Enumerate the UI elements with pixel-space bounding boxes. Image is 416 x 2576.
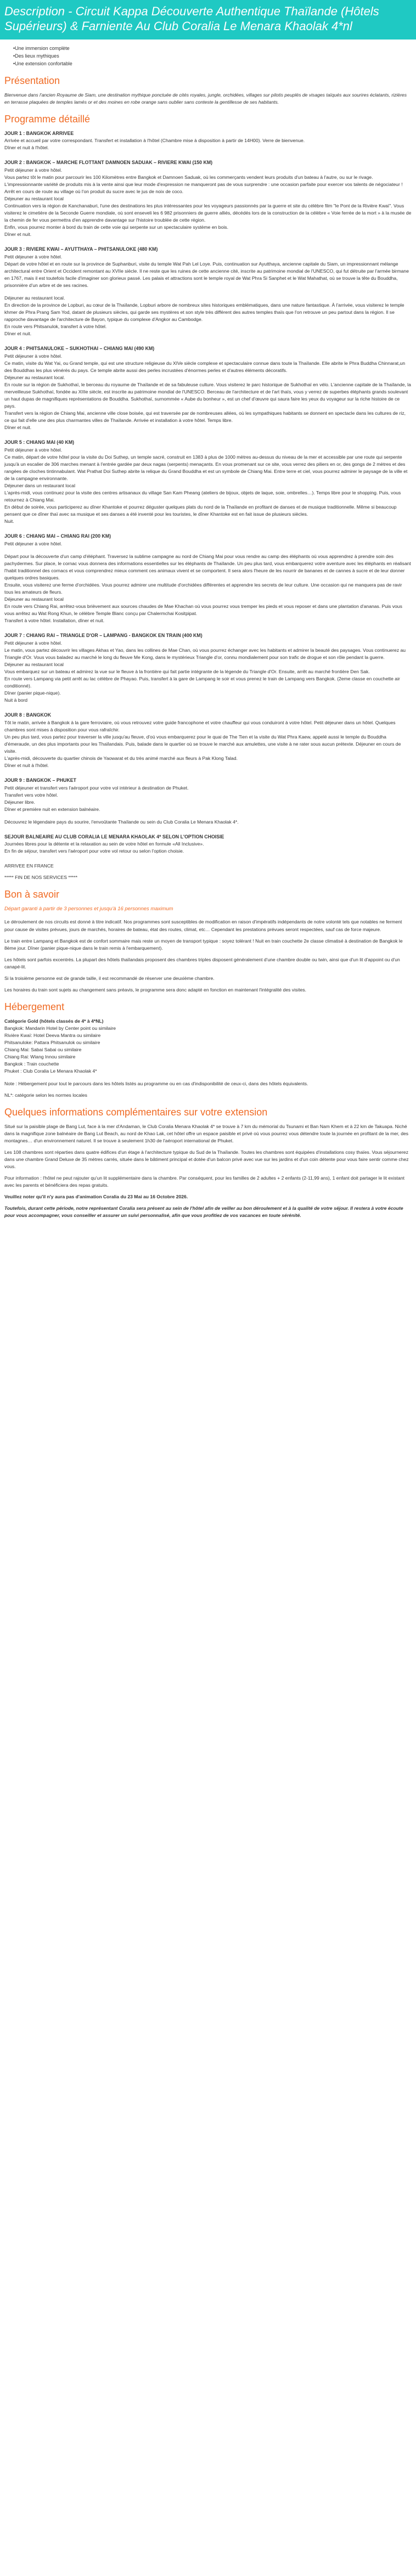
content	[0, 40, 416, 1241]
highlights-list	[8, 45, 412, 68]
day-line: L'après-midi, vous continuez pour la visite des centres artisanaux du village San Kam Pheang (ateliers de bijoux, objets de laque, soie, ombrelles…). Temps libre pour le shopping. Puis, vous retournez à Chiang Mai.	[4, 490, 401, 503]
day-line: Petit déjeuner à votre hôtel.	[4, 353, 63, 359]
hotel-item: Rivière Kwaï: Hotel Deeva Mantra ou similaire	[4, 1032, 101, 1038]
day-title: JOUR 3 : RIVIERE KWAI – AYUTTHAYA – PHITSANULOKE (480 KM)	[4, 246, 158, 252]
arrival-text: ARRIVEE EN FRANCE	[4, 863, 54, 869]
bon-a-savoir-paragraph: Si la troisième personne est de grande taille, il est recommandé de réserver une deuxième chambre.	[4, 975, 215, 981]
day-line: Ensuite, vous visiterez une ferme d'orchidées. Vous pourrez admirer une multitude d'orchidées différentes et apprendre les secrets de leur culture. Une occasion qui ne manquera pas de ravir tous les amateurs de fleurs.	[4, 582, 402, 595]
day-line: Petit déjeuner à votre hôtel.	[4, 253, 63, 260]
day-line: Départ pour la découverte d'un camp d'éléphant. Traversez la sublime campagne au nord de Chiang Mai pour vous rendre au camp des éléphants où vous apprendrez à prendre soin des pachydermes. Sur place, le cornac vous donnera des informations essentielles sur les éléphants de Thaïlande. Un peu plus tard, vous embarquerez votre aventure avec les éléphants en réalisant l'habit traditionnel des cornacs et vous comprendrez mieux comment ces animaux vivent et se comportent. Il sera alors l'heure de les nourrir de bananes et de cannes à sucre et de leur donner quelques ordres basiques.	[4, 553, 411, 580]
highlight-item: • Une immersion complète	[13, 45, 412, 53]
day-line: Départ de votre hôtel et en route sur la province de Suphanburi, visite du temple Wat Pah Lel Loye. Puis, continuation sur Ayutthaya, ancienne capitale du Siam, un impressionnant mélange architectural entre Orient et Occident remontant au XVIIe siècle. Il ne reste que les ruines de cette ancienne cité, inscrite au patrimoine mondial de l'UNESCO, qui fut détruite par l'armée birmane en 1767, mais il est toutefois facile d'imaginer son glorieux passé. Les palais et attractions sont le temple royal de Wat Phra Si Sanphet et le Wat Mahathat, où se trouve la tête du Bouddha, prisonnière d'un arbre et de ses racines.	[4, 261, 409, 288]
day-line: Nuit.	[4, 518, 14, 525]
programme-day	[4, 777, 412, 826]
day-line	[4, 813, 412, 819]
day-title: JOUR 6 : CHIANG MAI – CHIANG RAI (200 KM)	[4, 533, 111, 539]
extension-line: Journées libres pour la détente et la relaxation au sein de votre hôtel en formule «All Inclusive».	[4, 841, 204, 847]
day-line: Petit déjeuner à votre hôtel.	[4, 447, 63, 453]
extension-block	[4, 833, 412, 855]
day-line: Le matin, vous partez découvrir les villages Akhas et Yao, dans les collines de Mae Chan, où vous pourrez échanger avec les habitants et admirer la beauté des paysages. Vous continuerez au Triangle d'Or. Vous vous baladez au marché le long du fleuve Me Kong, dans le mystérieux Triangle d'or, connu mondialement pour son trafic de drogue et son rôle pendant la guerre.	[4, 647, 406, 660]
day-line: Nuit à bord	[4, 697, 28, 703]
presentation-heading: Présentation	[4, 75, 60, 87]
day-line: Déjeuner dans un restaurant local	[4, 483, 75, 489]
day-line: Déjeuner au restaurant local.	[4, 295, 65, 301]
programme-heading: Programme détaillé	[4, 114, 91, 125]
hotel-item: Bangkok : Train couchette	[4, 1061, 59, 1067]
day-title: JOUR 7 : CHIANG RAI – TRIANGLE D'OR – LAMPANG - BANGKOK EN TRAIN (400 KM)	[4, 633, 203, 639]
day-line: Découvrez le légendaire pays du sourire, l'envoûtante Thaïlande ou sein du Club Coralia Le Menara Khaolak 4*.	[4, 819, 239, 825]
bon-a-savoir-paragraph: Les horaires du train sont sujets au changement sans préavis, le programme sera donc adapté en fonction en maintenant l'intégralité des visites.	[4, 987, 307, 993]
day-title: JOUR 9 : BANGKOK – PHUKET	[4, 777, 76, 783]
programme-day	[4, 533, 412, 624]
day-line: Petit déjeuner à votre hôtel.	[4, 640, 63, 646]
day-line: Tôt le matin, arrivée à Bangkok à la gare ferroviaire, où vous retrouvez votre guide francophone et votre chauffeur qui vous conduiront à votre hôtel. Petit déjeuner dans un hôtel. Quelques chambres sont mises à disposition pour vous rafraîchir.	[4, 719, 396, 732]
extension-info-heading: Quelques informations complémentaires sur votre extension	[4, 1107, 268, 1118]
hotel-list	[4, 1025, 412, 1075]
day-line: Déjeuner au restaurant local.	[4, 374, 65, 380]
hotel-item: Chiang Rai: Wiang Innou similaire	[4, 1053, 76, 1059]
programme-day	[4, 246, 412, 337]
day-line: Déjeuner libre.	[4, 799, 35, 805]
day-line: Arrêt en cours de route au village où l'on produit du sucre avec le jus de noix de coco.	[4, 188, 184, 194]
programme-day	[4, 632, 412, 704]
highlight-item: • Des lieux mythiques	[13, 53, 412, 60]
day-line: Dîner et nuit à l'hôtel.	[4, 763, 49, 769]
hebergement-heading: Hébergement	[4, 1001, 65, 1012]
day-line: Dîner et nuit.	[4, 425, 32, 431]
extension-info-paragraph: Pour information : l'hôtel ne peut rajouter qu'un lit supplémentaire dans la chambre. Par conséquent, pour les familles de 2 adultes + 2 enfants (2-11,99 ans), 1 enfant doit partager le lit existant avec les parents et bénéficiera des repas gratuits.	[4, 1175, 405, 1188]
day-line: Dîner et nuit.	[4, 331, 32, 337]
hotel-item: Chiang Mai: Sabai Sabai ou similaire	[4, 1046, 82, 1052]
day-line: L'après-midi, découverte du quartier chinois de Yaowarat et du très animé marché aux fleurs à Pak Klong Talad.	[4, 756, 238, 762]
bon-a-savoir-paragraph: Le train entre Lampang et Bangkok est de confort sommaire mais reste un moyen de transport typique : soyez tolérant ! Nuit en train couchette 2e classe climatisé à destination de Bangkok le 8ème jour. Dîner (panier pique-nique dans le train remis à l'embarquement).	[4, 938, 403, 951]
day-line: Continuation vers la région de Kanchanaburi, l'une des destinations les plus intéressantes pour les voyageurs passionnés par la guerre et site du célèbre film "le Pont de la Rivière Kwaï". Vous visiterez le cimetière de la Seconde Guerre mondiale, où sont enseveli les 6 982 prisonniers de guerre alliés, décédés lors de la construction de la célèbre « Voie ferrée de la mort » à la musée de la chemin de fer vous permettra d'en apprendre davantage sur l'histoire troublée de cette région.	[4, 202, 412, 223]
day-line: Dîner et première nuit en extension balnéaire.	[4, 806, 100, 812]
bon-a-savoir-heading: Bon à savoir	[4, 889, 60, 900]
presentation-text: Bienvenue dans l'ancien Royaume de Siam, une destination mythique ponctuée de cités royales, jungle, orchidées, villages sur pilotis peuplés de visages taïqués aux sourires éclatants, rizières en terrasse plaquées de temples lamés or et des moines en robe orange sans oublier sans conteste la gentillesse de ses habitants.	[4, 92, 407, 105]
day-line: En route vers Phitsanulok, transfert à votre hôtel.	[4, 324, 107, 330]
day-title: JOUR 2 : BANGKOK – MARCHE FLOTTANT DAMNOEN SADUAK – RIVIERE KWAI (150 KM)	[4, 160, 213, 166]
programme-day	[4, 159, 412, 238]
day-line: Transfert à votre hôtel. Installation, dîner et nuit.	[4, 618, 105, 624]
extension-info-paragraph: Situé sur la paisible plage de Bang Lut, face à la mer d'Andaman, le Club Coralia Menara Khaolak 4* se trouve à 7 km du mémorial du Tsunami et Ban Nam Khem et à 22 km de Takuapa. Niché dans la magnifique zone balnéaire de Bang Lut Beach, au nord de Khao Lak, cet hôtel offre un espace paisible et privé où vous pourrez vous détendre toute la journée en profitant de la mer, des montagnes… d'un environnement naturel. Il se trouve à seulement 1h30 de l'aéroport international de Phuket.	[4, 1123, 409, 1143]
day-line: Déjeuner au restaurant local	[4, 661, 64, 667]
day-line: En début de soirée, vous participerez au dîner Khantoke et pourrez déguster quelques plats du nord de la Thaïlande en profitant de danses et de musique traditionnelle. Même si beaucoup pensent que ce dîner thaï avec sa musique et ses danses a été inventé pour les touristes, le dîner Khantoke est en fait issue de plusieurs siècles.	[4, 504, 397, 517]
extension-info-paragraph: Les 108 chambres sont réparties dans quatre édifices d'un étage à l'architecture typique du Sud de la Thaïlande. Toutes les chambres sont équipées d'installations cosy thaïes. Vous séjournerez dans une chambre Grand Deluxe de 35 mètres carrés, située dans le bâtiment principal et dotée d'un balcon privé avec vue sur les jardins et d'un coin détente pour vous faire sentir comme chez vous.	[4, 1149, 409, 1170]
hotel-item: Phitsanuloke: Pattara Phitsanulok ou similaire	[4, 1039, 100, 1045]
day-line: Ce matin, visite du Wat Yai, ou Grand temple, qui est une structure religieuse du XIVe siècle complexe et spectaculaire connue dans toute la Thaïlande. Elle abrite le Phra Buddha Chinnarat,un des Bouddhas les plus vénérés du pays. Ce temple abrite aussi des perles incrustées d'énormes perles et d'autres éléments décoratifs.	[4, 360, 406, 373]
day-title: JOUR 8 : BANGKOK	[4, 712, 52, 718]
extension-info-warning: Toutefois, durant cette période, notre représentant Coralia sera présent au sein de l'hôtel afin de veiller au bon déroulement et à la qualité de votre séjour. Il restera à votre écoute pour vous accompagner, vous conseiller et assurer un suivi personnalisé, afin que vous profitiez de vos vacances en toute sérénité.	[4, 1205, 403, 1219]
hebergement-note: Note : Hébergement pour tout le parcours dans les hôtels listés au programme ou en cas d'indisponibilité de ceux-ci, dans des hôtels équivalents.	[4, 1081, 308, 1087]
day-line: En route vers Chiang Rai, arrêtez-vous brièvement aux sources chaudes de Mae Khachan où vous pourrez vous tremper les pieds et vous reposer et dans une plantation d'ananas. Puis vous vous arrêtez au Wat Rong Khun, le célèbre Temple Blanc conçu par Chalermchai Kositpipat.	[4, 604, 402, 617]
day-line: Déjeuner au restaurant local	[4, 195, 64, 201]
hotel-item: Bangkok: Mandarin Hotel by Center point ou similaire	[4, 1025, 116, 1031]
hotel-item: Phuket : Club Coralia Le Menara Khaolak 4*	[4, 1068, 97, 1074]
day-line: Enfin, vous pourrez monter à bord du train de cette voie qui serpente sur un spectaculaire système en bois.	[4, 224, 228, 230]
day-line: Dîner (panier pique-nique).	[4, 690, 61, 696]
hebergement-note: NL*: catégorie selon les normes locales	[4, 1092, 87, 1098]
bon-a-savoir-paragraph: Les hôtels sont parfois excentrés. La plupart des hôtels thaïlandais proposent des chambres triples disposent généralement d'une chambre double ou twin, ainsi que d'un lit d'appoint ou d'un canapé-lit.	[4, 956, 400, 969]
highlight-item: • Une extension confortable	[13, 60, 412, 68]
bon-a-savoir-subheading: Départ garanti à partir de 3 personnes et jusqu'à 16 personnes maximum	[4, 906, 173, 912]
programme-day	[4, 345, 412, 431]
day-title: JOUR 1 : BANGKOK ARRIVEE	[4, 130, 74, 136]
day-line: Transfert vers votre hôtel.	[4, 792, 58, 798]
programme-day	[4, 712, 412, 769]
day-line: Dîner et nuit à l'hôtel.	[4, 145, 49, 151]
day-line: Petit déjeuner à votre hôtel.	[4, 540, 63, 546]
extension-title: SEJOUR BALNEAIRE AU CLUB CORALIA LE MENARA KHAOLAK 4* SELON L'OPTION CHOISIE	[4, 833, 224, 839]
day-line: Petit déjeuner et transfert vers l'aéroport pour votre vol intérieur à destination de Phuket.	[4, 785, 189, 791]
day-line: Dîner et nuit.	[4, 232, 32, 238]
day-line: Vous embarquez sur un bateau et admirez la vue sur le fleuve à la frontière qui fait partie intégrante de la légende du Triangle d'Or. Ensuite, arrêt au marché frontière Den Sak.	[4, 669, 370, 675]
day-title: JOUR 5 : CHIANG MAI (40 KM)	[4, 439, 75, 446]
day-line: Arrivée et accueil par votre correspondant. Transfert et installation à l'hôtel (Chambre mise à disposition à partir de 14H00). Verre de bienvenue.	[4, 138, 305, 144]
extension-line: En fin de séjour, transfert vers l'aéroport pour votre vol retour ou selon l'option choisie.	[4, 848, 184, 854]
end-text: ***** FIN DE NOS SERVICES *****	[4, 875, 78, 881]
day-line: Ce matin, départ de votre hôtel pour la visite du Doi Suthep, un temple sacré, construit en 1383 à plus de 1000 mètres au-dessus du niveau de la mer et accessible par une route qui serpente jusqu'à un escalier de 306 marches menant à l'entrée gardée par deux nagas (serpents) menaçants. En vous promenant sur ce site, vous verrez des piliers en or, des gongs de 2 mètres et des rangées de cloches tintinnabulant. Wat Prathat Doi Suthep abrite la relique du Grand Bouddha et est un symbole de Chiang Mai. Entre terre et ciel, vous pourrez admirer le paysage de la ville et de la campagne environnante.	[4, 454, 408, 481]
day-line: Un peu plus tard, vous partez pour traverser la ville jusqu'au fleuve, d'où vous embarquerez pour le quai de The Tien et la visite du Wat Phra Kaew, appelé aussi le temple du Bouddha d'émeraude, un des plus importants pour les Thaïlandais. Puis, balade dans le quartier où se trouve le marché aux amulettes, une visite à ne rater sous aucun prétexte. Déjeuner en cours de visite.	[4, 734, 401, 754]
day-line: En route sur la région de Sukhothaï, le berceau du royaume de Thaïlande et de sa fabuleuse culture. Vous visiterez le parc historique de Sukhothaï en vélo. L'ancienne capitale de la Thaïlande, la merveilleuse Sukhothaï, fondée au XIIIe siècle, est inscrite au patrimoine mondial de l'UNESCO. Berceau de l'architecture et de l'art thaïs, vous y verrez de superbes éléphants grands soulevant un haut dupas de magnifiques représentations de Bouddha. Sukhothaï, surnommée « Aube du bonheur », est un chef d'œuvre qui saura faire les yeux du voyageur sur la riche histoire de ce pays.	[4, 381, 411, 409]
day-line: Déjeuner au restaurant local	[4, 596, 64, 602]
day-line: Transfert vers la région de Chiang Mai, ancienne ville close boisée, qui est traversée par de nombreuses allées, où les sympathiques habitants se donnent en spectacle dans les cultures de riz, ce qui fait d'elle une des plus charmantes villes de Thaïlande. Arrivée et installation à votre hôtel. Temps libre.	[4, 410, 406, 424]
bon-a-savoir-paragraph: Le déroulement de nos circuits est donné à titre indicatif. Nos programmes sont susceptibles de modification en raison d'impératifs indépendants de notre volonté tels que notables ne ferment pour cause de visites prévues, jours de marchés, horaires de bateau, état des routes, climat, etc… Cependant les prestations prévues seront respectées, sauf cas de force majeure.	[4, 919, 402, 932]
programme-days	[4, 130, 412, 826]
day-line: En direction de la province de Lopburi, au cœur de la Thaïlande, Lopburi arbore de nombreux sites historiques emblématiques, dans une nature fantastique. À l'arrivée, vous visiterez le temple khmer de Phra Prang Sam Yod, datant de plusieurs siècles, qui garde ses mystères et son style très différent des autres temples thaïs que l'on retrouve un peu partout dans la région. Il se rapproche davantage de l'architecture de Bayon, typique du complexe d'Angkor au Cambodge.	[4, 302, 404, 323]
programme-day	[4, 130, 412, 151]
day-title: JOUR 4 : PHITSANULOKE – SUKHOTHAI – CHIANG MAI (490 KM)	[4, 346, 155, 352]
day-line: En route vers Lampang via petit arrêt au lac célèbre de Phayao. Puis, transfert à la gare de Lampang le soir et vous prenez le train de Lampang vers Bangkok. (2eme classe en couchette air conditionné).	[4, 676, 400, 689]
day-line	[4, 289, 412, 295]
day-line	[4, 548, 412, 553]
programme-day	[4, 439, 412, 525]
day-line: Petit déjeuner à votre hôtel.	[4, 167, 63, 173]
page-title: Description - Circuit Kappa Découverte Authentique Thaïlande (Hôtels Supérieurs) & Farniente Au Club Coralia Le Menara Khaolak 4*nl	[0, 0, 416, 40]
hebergement-category: Catégorie Gold (hôtels classés de 4* à 4*NL)	[4, 1018, 104, 1024]
day-line: Vous partez tôt le matin pour parcourir les 100 Kilomètres entre Bangkok et Damnoen Saduak, où les commerçants vendent leurs produits d'un bateau à l'autre, ou sur le rivage. L'impressionnante variété de produits mis à la vente ainsi que leur mode d'expression ne manqueront pas de vous surprendre : une occasion parfaite pour exercer vos talents de négociateur !	[4, 174, 403, 187]
extension-info-warning: Veuillez noter qu'il n'y aura pas d'animation Coralia du 23 Mai au 16 Octobre 2026.	[4, 1194, 188, 1200]
